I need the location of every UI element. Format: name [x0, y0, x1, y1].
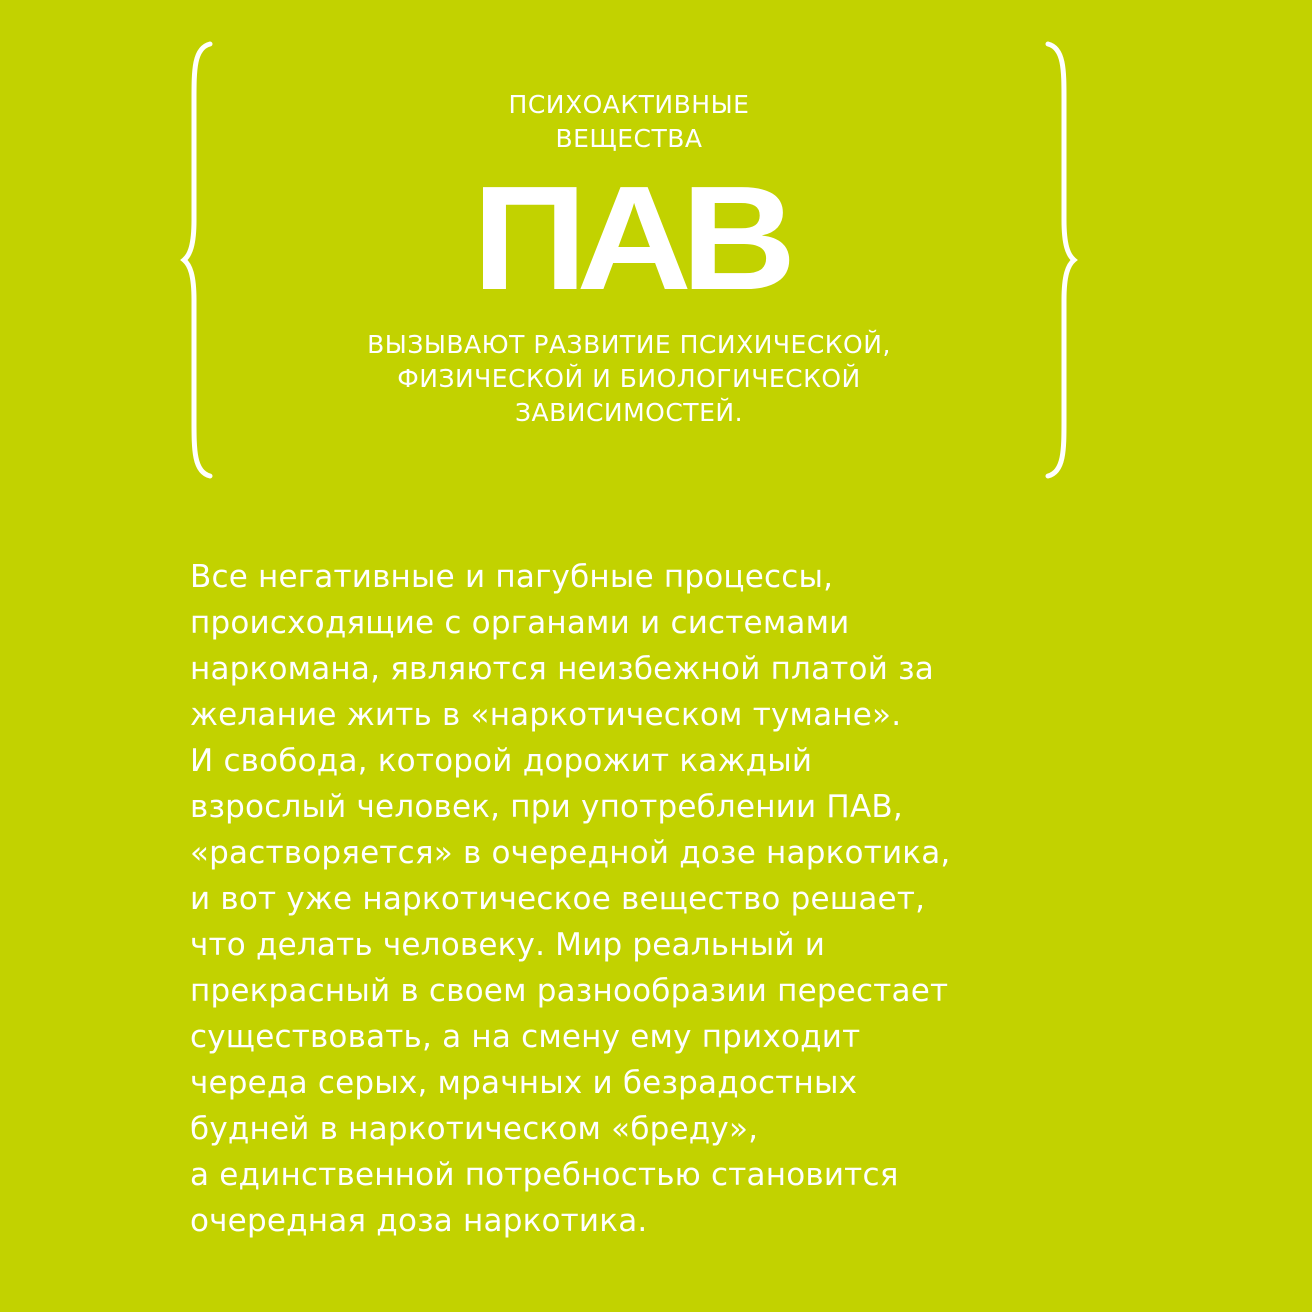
body-line: Все негативные и пагубные процессы,	[190, 559, 834, 595]
effect-line: ЗАВИСИМОСТЕЙ.	[514, 398, 744, 427]
body-line: череда серых, мрачных и безрадостных	[190, 1065, 858, 1101]
effect-line: ФИЗИЧЕСКОЙ И БИОЛОГИЧЕСКОЙ	[397, 364, 861, 393]
effect-statement	[220, 328, 1038, 430]
body-line: происходящие с органами и системами	[190, 605, 850, 641]
body-line: что делать человеку. Мир реальный и	[190, 927, 826, 963]
body-line: И свобода, которой дорожит каждый	[190, 743, 813, 779]
body-line: и вот уже наркотическое вещество решает,	[190, 881, 926, 917]
abbreviation-title: ПАВ	[472, 156, 786, 321]
body-line: прекрасный в своем разнообразии перестает	[190, 973, 949, 1009]
effect-line: ВЫЗЫВАЮТ РАЗВИТИЕ ПСИХИЧЕСКОЙ,	[367, 330, 891, 359]
body-line: наркомана, являются неизбежной платой за	[190, 651, 934, 687]
body-line: «растворяется» в очередной дозе наркотика,	[190, 835, 951, 871]
body-line: а единственной потребностью становится	[190, 1157, 899, 1193]
body-line: взрослый человек, при употреблении ПАВ,	[190, 789, 903, 825]
body-paragraph	[190, 554, 1110, 1244]
expansion-line: ВЕЩЕСТВА	[555, 124, 703, 153]
body-line: существовать, а на смену ему приходит	[190, 1019, 861, 1055]
body-line: желание жить в «наркотическом тумане».	[190, 697, 902, 733]
body-line: будней в наркотическом «бреду»,	[190, 1111, 759, 1147]
body-line: очередная доза наркотика.	[190, 1203, 648, 1239]
abbreviation-expansion	[220, 88, 1038, 156]
expansion-line: ПСИХОАКТИВНЫЕ	[508, 90, 750, 119]
